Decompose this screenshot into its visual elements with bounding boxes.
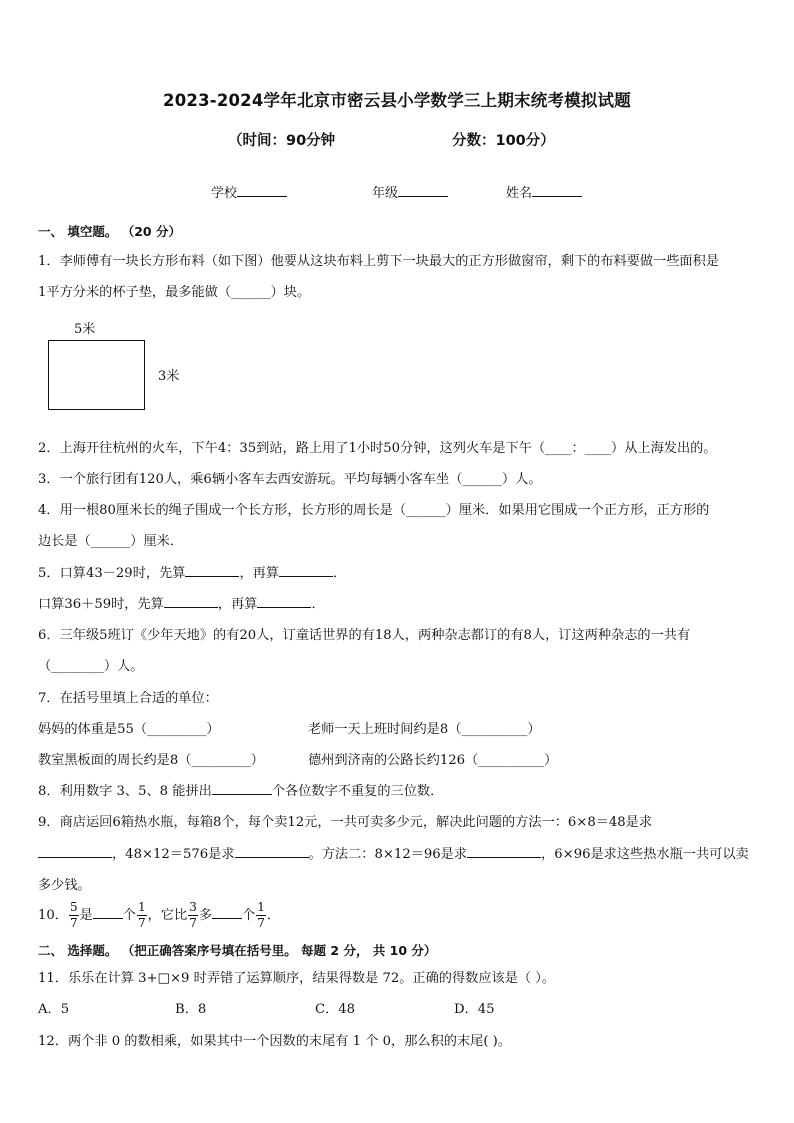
fraction-1-7-a (137, 900, 147, 931)
q11-option-c: C．48 (315, 1002, 356, 1017)
fraction-numerator: 1 (257, 900, 265, 914)
section-fill-in: 一、 填空题。 （20 分） (38, 224, 181, 239)
score-label: 分数：100分） (452, 133, 555, 149)
question-10 (38, 899, 280, 933)
grade-field (372, 182, 448, 201)
question-1-line-2: 1平方分米的杯子垫，最多能做（______）块。 (38, 285, 311, 300)
q5a-blank-1 (185, 563, 239, 577)
question-7-a: 妈妈的体重是55（_________） (38, 722, 220, 737)
name-label: 姓名 (506, 186, 533, 201)
question-2: 2．上海开往杭州的火车，下午4：35到站，路上用了1小时50分钟，这列火车是下午（____：____）从上海发出的。 (38, 441, 717, 456)
question-4-line-1: 4．用一根80厘米长的绳子围成一个长方形，长方形的周长是（______）厘米．如果用它围成一个正方形，正方形的 (38, 503, 710, 518)
q10-blank-2 (212, 905, 242, 919)
figure-width-label: 5米 (74, 322, 96, 337)
fraction-denominator: 7 (189, 916, 197, 930)
question-7-d: 德州到济南的公路长约126（__________） (308, 753, 558, 768)
q10-blank-1 (93, 905, 123, 919)
question-9-line-3: 多少钱。 (38, 878, 91, 893)
school-blank (237, 183, 287, 197)
page-title: 2023-2024学年北京市密云县小学数学三上期末统考模拟试题 (163, 91, 631, 110)
question-5-line-2 (38, 593, 325, 612)
q8-text-1: 8．利用数字 3、5、8 能拼出 (38, 784, 212, 799)
name-field (506, 182, 582, 201)
fraction-denominator: 7 (69, 916, 78, 930)
question-11: 11．乐乐在计算 3+□×9 时弄错了运算顺序，结果得数是 72。正确的得数应该是（ ）。 (38, 971, 556, 986)
question-1-line-1: 1．李师傅有一块长方形布料（如下图）他要从这块布料上剪下一块最大的正方形做窗帘，剩下的布料要做一些面积是 (38, 254, 719, 269)
q5a-text-2: ，再算 (239, 566, 280, 581)
fraction-5-7 (69, 900, 79, 931)
q10-text-5: 个 (242, 908, 256, 923)
fraction-denominator: 7 (137, 916, 146, 930)
fraction-numerator: 1 (137, 900, 146, 914)
figure-height-label: 3米 (158, 369, 180, 384)
q10-text-1: 是 (79, 908, 93, 923)
q5b-blank-2 (257, 594, 311, 608)
q10-text-4: 多 (198, 908, 213, 923)
q10-end: ． (266, 908, 281, 923)
school-field (211, 182, 287, 201)
question-9-line-2 (38, 843, 749, 862)
q9-text-1: ，48×12＝576是求 (112, 847, 235, 862)
q9-text-2: 。方法二：8×12＝96是求 (308, 847, 468, 862)
q10-text-3: ，它比 (147, 908, 188, 923)
question-12: 12．两个非 0 的数相乘，如果其中一个因数的末尾有 1 个 0，那么积的末尾( )。 (38, 1034, 512, 1049)
section-multiple-choice: 二、 选择题。 （把正确答案序号填在括号里。 每题 2 分， 共 10 分） (38, 943, 437, 958)
q9-blank-3 (467, 844, 541, 858)
question-9-line-1: 9．商店运回6箱热水瓶，每箱8个，每个卖12元，一共可卖多少元，解决此问题的方法一：6×8＝48是求 (38, 815, 653, 830)
q5a-text-3: ． (333, 566, 347, 581)
name-blank (532, 183, 582, 197)
grade-label: 年级 (372, 186, 399, 201)
q11-option-b: B．8 (175, 1002, 207, 1017)
q11-option-a: A．5 (38, 1002, 70, 1017)
fraction-3-7 (188, 900, 198, 931)
fraction-numerator: 5 (69, 900, 78, 914)
rectangle-figure (48, 340, 145, 410)
q5a-text-1: 5．口算43－29时，先算 (38, 566, 186, 581)
fraction-numerator: 3 (189, 900, 197, 914)
q8-text-2: 个各位数字不重复的三位数． (271, 784, 444, 799)
q9-text-3: ，6×96是求这些热水瓶一共可以卖 (541, 847, 749, 862)
question-6-line-2: （________）人。 (38, 659, 144, 674)
q10-prefix: 10． (38, 908, 68, 923)
q5b-text-3: ． (311, 597, 325, 612)
q9-blank-2 (235, 844, 309, 858)
q8-blank (212, 781, 272, 795)
q9-blank-1 (38, 844, 112, 858)
fraction-denominator: 7 (257, 916, 265, 930)
school-label: 学校 (211, 186, 238, 201)
question-7-c: 教室黑板面的周长约是8（_________） (38, 753, 264, 768)
question-3: 3．一个旅行团有120人，乘6辆小客车去西安游玩。平均每辆小客车坐（______）人。 (38, 472, 542, 487)
question-4-line-2: 边长是（______）厘米． (38, 534, 184, 549)
question-6-line-1: 6．三年级5班订《少年天地》的有20人，订童话世界的有18人，两种杂志都订的有8人，订这两种杂志的一共有 (38, 628, 691, 643)
q5b-blank-1 (164, 594, 218, 608)
fraction-1-7-b (256, 900, 266, 931)
q5a-blank-2 (279, 563, 333, 577)
question-8 (38, 780, 443, 799)
question-5-line-1 (38, 562, 346, 581)
question-7-b: 老师一天上班时间约是8（__________） (308, 722, 541, 737)
q5b-text-2: ，再算 (217, 597, 258, 612)
q5b-text-1: 口算36＋59时，先算 (38, 597, 164, 612)
q10-text-2: 个 (122, 908, 136, 923)
time-label: （时间：90分钟 (228, 133, 336, 149)
question-7: 7．在括号里填上合适的单位： (38, 691, 218, 706)
grade-blank (398, 183, 448, 197)
q11-option-d: D．45 (454, 1002, 495, 1017)
